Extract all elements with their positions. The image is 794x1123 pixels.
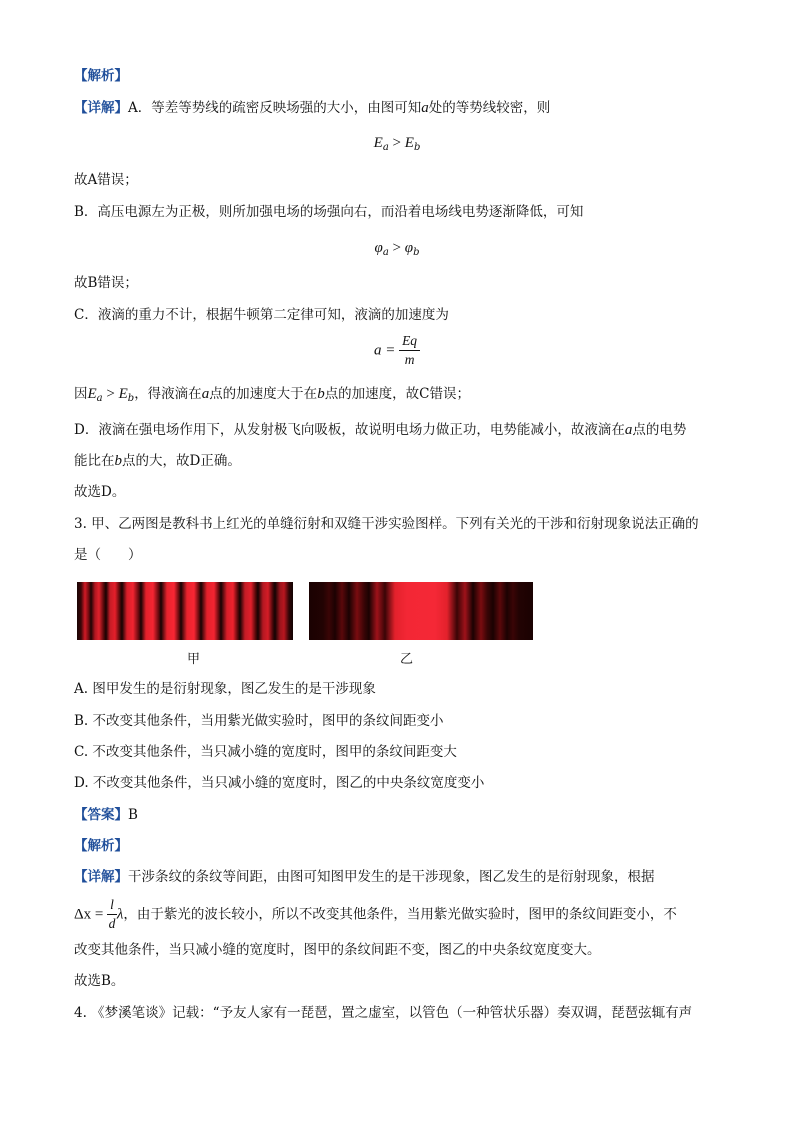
eq1-op: >	[388, 135, 405, 151]
b-line: B．高压电源左为正极，则所加强电场的场强向右，而沿着电场线电势逐渐降低，可知	[74, 204, 584, 220]
equation-phi	[0, 238, 794, 263]
c-res-sub-a: a	[96, 393, 103, 404]
c-res-var-a: a	[201, 386, 210, 402]
option-b: B. 不改变其他条件，当用紫光做实验时，图甲的条纹间距变小	[74, 713, 444, 729]
diffraction-pattern-image	[309, 582, 533, 640]
q3-detail-line1	[74, 867, 655, 887]
eq1-lhs: E	[373, 135, 383, 151]
b-wrong: 故B错误；	[74, 275, 138, 291]
formula-lhs: Δx =	[74, 906, 108, 923]
q3-detail1-text: 干涉条纹的条纹等间距，由图可知图甲发生的是干涉现象，图乙发生的是衍射现象，根据	[128, 869, 655, 885]
q3-detail-line3: 改变其他条件，当只减小缝的宽度时，图甲的条纹间距不变，图乙的中央条纹宽度变大。	[74, 942, 601, 958]
c-line: C．液滴的重力不计，根据牛顿第二定律可知，液滴的加速度为	[74, 307, 449, 323]
c-res-e1: E	[87, 386, 97, 402]
a-wrong: 故A错误；	[74, 172, 138, 188]
q4-stem: 4. 《梦溪笔谈》记载：“予友人家有一琵琶，置之虚室，以管色（一种管状乐器）奏双调，琵琶弦辄有声	[74, 1005, 693, 1021]
equation-accel	[0, 332, 794, 369]
formula-den: d	[108, 916, 116, 931]
eq3-fraction	[399, 332, 420, 369]
q3-detail-line2	[74, 896, 677, 933]
q3-detail-tag: 【详解】	[74, 869, 128, 885]
analysis-tag: 【解析】	[74, 68, 128, 84]
formula-rhs: λ	[116, 906, 124, 923]
detail-tail: 处的等势线较密，则	[428, 100, 551, 116]
c-res-sub-b: b	[127, 393, 135, 404]
answer-line	[74, 805, 138, 825]
option-a: A. 图甲发生的是衍射现象，图乙发生的是干涉现象	[74, 681, 376, 697]
eq1-rsub: b	[413, 142, 421, 153]
eq2-lsub: a	[382, 247, 389, 258]
choose-d: 故选D。	[74, 484, 126, 500]
q3-analysis-tag: 【解析】	[74, 838, 128, 854]
detail-line-a	[74, 98, 550, 118]
d-line-1	[74, 420, 686, 440]
d1-pre: D．液滴在强电场作用下，从发射极飞向吸板，故说明电场力做正功，电势能减小，故液滴在	[74, 422, 625, 438]
c-res-op: >	[102, 386, 119, 402]
eq2-lhs: φ	[374, 240, 383, 256]
eq3-num: Eq	[399, 332, 420, 351]
caption-jia: 甲	[187, 652, 201, 667]
q3-detail2-text: ，由于紫光的波长较小，所以不改变其他条件，当用紫光做实验时，图甲的条纹间距变小，不	[123, 906, 677, 923]
detail-text: A．等差等势线的疏密反映场强的大小，由图可知	[128, 100, 422, 116]
eq3-den: m	[404, 352, 415, 367]
formula-num: l	[107, 896, 117, 915]
d-line-2	[74, 451, 241, 471]
d2-var: b	[114, 453, 122, 469]
q3-stem-line2: 是（ ）	[74, 547, 142, 563]
eq2-rsub: b	[413, 247, 420, 258]
eq3-lhs: a =	[373, 342, 400, 359]
c-res-var-b: b	[317, 386, 325, 402]
c-res-pre: 因	[74, 386, 88, 402]
eq2-op: >	[388, 240, 405, 256]
eq2-rhs: φ	[404, 240, 414, 256]
eq1-rhs: E	[404, 135, 414, 151]
d2-pre: 能比在	[74, 453, 115, 469]
option-c: C. 不改变其他条件，当只减小缝的宽度时，图甲的条纹间距变大	[74, 744, 457, 760]
answer-tag: 【答案】	[74, 807, 128, 823]
option-d: D. 不改变其他条件，当只减小缝的宽度时，图乙的中央条纹宽度变小	[74, 775, 485, 791]
c-result	[74, 384, 470, 409]
interference-pattern-image	[77, 582, 293, 640]
c-res-e2: E	[118, 386, 128, 402]
d1-var: a	[624, 422, 633, 438]
detail-tag: 【详解】	[74, 100, 128, 116]
equation-ea-eb	[0, 133, 794, 158]
c-res-tail: 点的加速度，故C错误；	[324, 386, 471, 402]
caption-yi: 乙	[400, 652, 414, 667]
var-a: a	[421, 100, 429, 116]
c-res-mid2: 点的加速度大于在	[209, 386, 318, 402]
d2-tail: 点的大，故D正确。	[122, 453, 241, 469]
formula-fraction	[107, 896, 117, 933]
answer-value: B	[128, 807, 138, 823]
d1-tail: 点的电势	[632, 422, 687, 438]
choose-b: 故选B。	[74, 973, 125, 989]
q3-stem-line1: 3. 甲、乙两图是教科书上红光的单缝衍射和双缝干涉实验图样。下列有关光的干涉和衍射现象说法正确的	[74, 516, 699, 532]
c-res-mid1: ，得液滴在	[134, 386, 202, 402]
eq1-lsub: a	[382, 142, 389, 153]
